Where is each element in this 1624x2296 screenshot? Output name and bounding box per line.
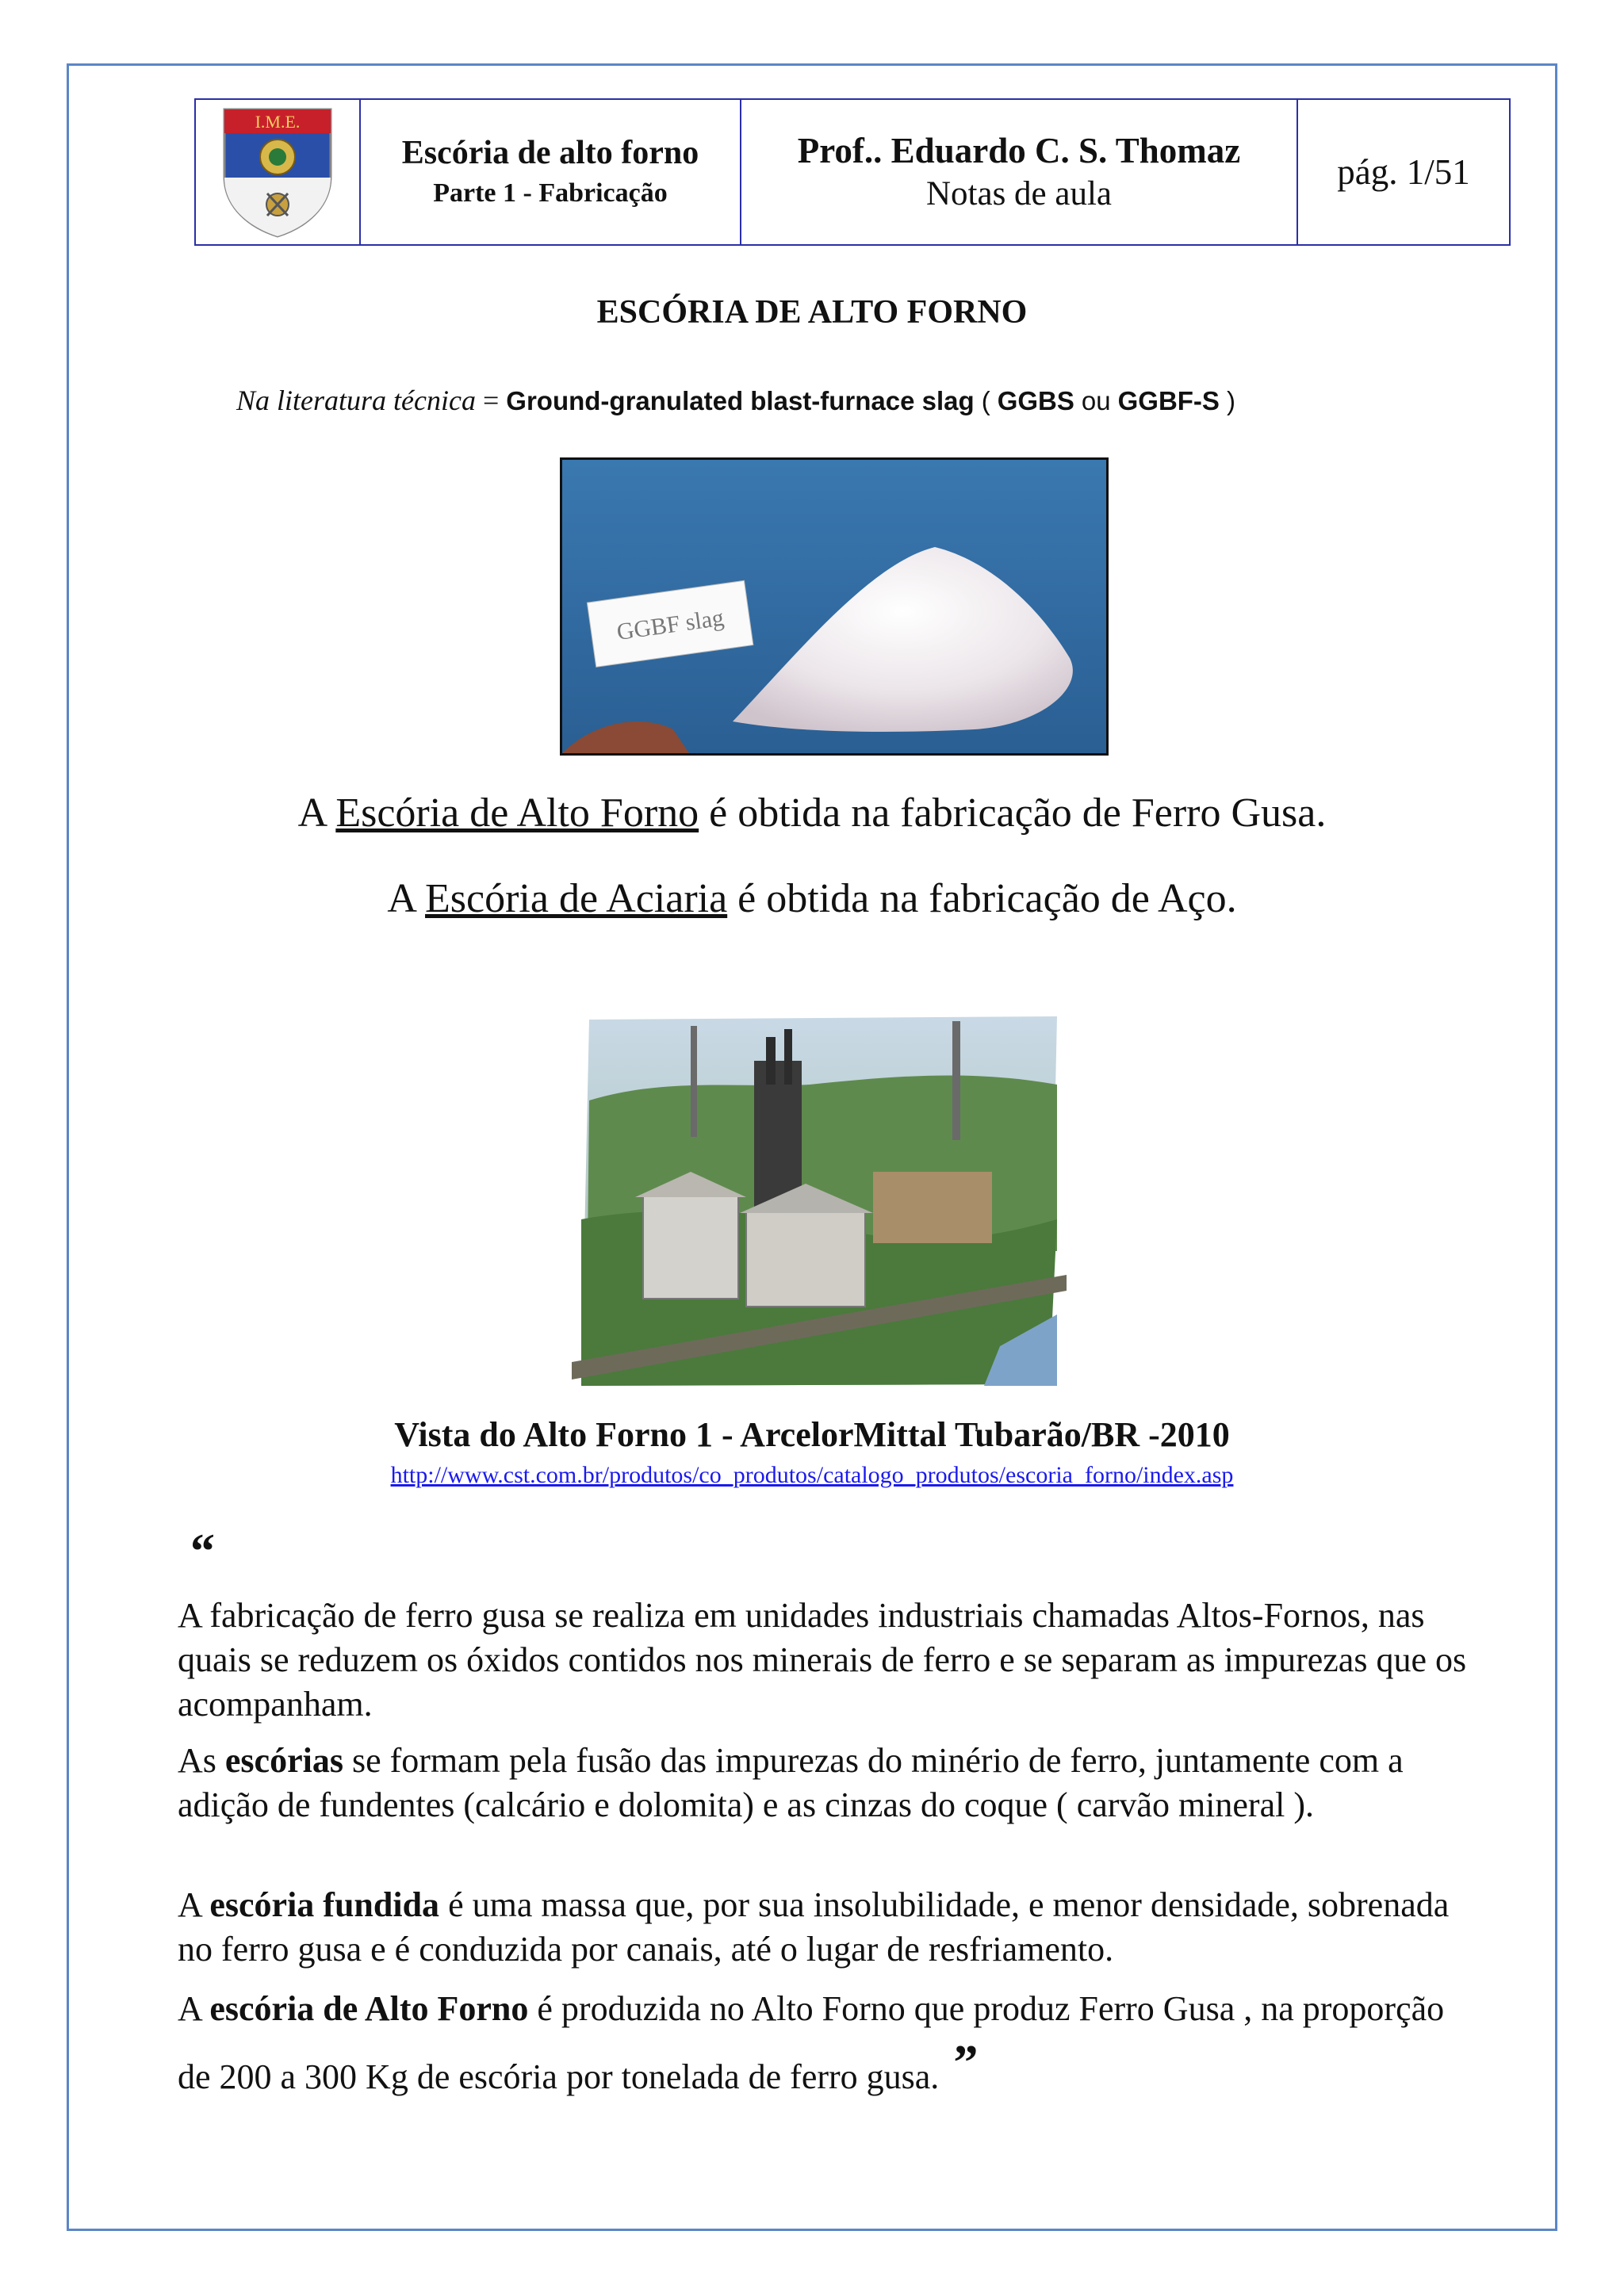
opening-quote-mark: “ [190,1525,215,1578]
closing-quote-mark: ” [953,2036,979,2090]
paragraph-slag-proportion: A escória de Alto Forno é produzida no Alto Forno que produz Ferro Gusa , na proporção de 200 a 300 Kg de escória por tonelada de ferro gusa. ” [178,1989,1445,2096]
paren-open: ( [981,386,990,415]
bold-escoria-fundida: escória fundida [209,1885,440,1924]
slag-pile-illustration [562,460,1106,753]
steel-plant-illustration [572,1013,1067,1390]
page-number: pág. 1/51 [1337,152,1470,192]
photo-caption: Vista do Alto Forno 1 - ArcelorMittal Tubarão/BR -2010 [394,1415,1230,1454]
ggbf-slag-photo [560,457,1109,756]
or-word: ou [1081,386,1111,415]
bold-escoria-alto-forno: escória de Alto Forno [209,1989,529,2028]
header-title: Escória de alto forno [401,135,699,171]
ggbf-slag-label: GGBF slag [615,604,726,646]
author-name: Prof.. Eduardo C. S. Thomaz [797,131,1241,170]
page-cell [1298,100,1509,244]
bold-escorias: escórias [224,1741,343,1780]
underlined-blast-furnace-slag: Escória de Alto Forno [335,790,699,836]
equals-sign: = [482,385,500,416]
lecture-notes-label: Notas de aula [925,175,1113,212]
literature-line [236,384,1235,417]
paragraph-pig-iron-production: A fabricação de ferro gusa se realiza em unidades industriais chamadas Altos-Fornos, nas quais se reduzem os óxidos contidos nos minerais de ferro e se separam as impurezas que os acompanham. [178,1596,1467,1724]
paragraph-slag-formation: As escórias se formam pela fusão das impurezas do minério de ferro, juntamente com a adição de fundentes (calcário e dolomita) e as cinzas do coque ( carvão mineral ). [178,1741,1404,1824]
svg-text:I.M.E.: I.M.E. [255,112,301,132]
blast-furnace-photo [572,1013,1067,1390]
author-cell [741,100,1298,244]
paragraph-molten-slag: A escória fundida é uma massa que, por sua insolubilidade, e menor densidade, sobrenada no ferro gusa e é conduzida por canais, até o lugar de resfriamento. [178,1885,1450,1969]
underlined-steel-slag: Escória de Aciaria [425,876,728,921]
abbreviation-ggbf-s: GGBF-S [1117,386,1220,415]
statement-blast-furnace: A Escória de Alto Forno é obtida na fabricação de Ferro Gusa. [297,790,1327,836]
literature-prefix: Na literatura técnica [236,385,476,416]
literature-term: Ground-granulated blast-furnace slag [506,386,975,415]
institution-shield-logo [218,105,337,239]
abbreviation-ggbs: GGBS [997,386,1074,415]
paren-close: ) [1226,386,1235,415]
document-title: ESCÓRIA DE ALTO FORNO [596,294,1028,331]
logo-cell [196,100,361,244]
statement-steel-slag: A Escória de Aciaria é obtida na fabricação de Aço. [387,876,1237,921]
header-subtitle: Parte 1 - Fabricação [433,178,668,208]
source-link[interactable]: http://www.cst.com.br/produtos/co_produtos/catalogo_produtos/escoria_forno/index.asp [390,1462,1234,1488]
document-header [194,98,1511,246]
title-cell [361,100,741,244]
